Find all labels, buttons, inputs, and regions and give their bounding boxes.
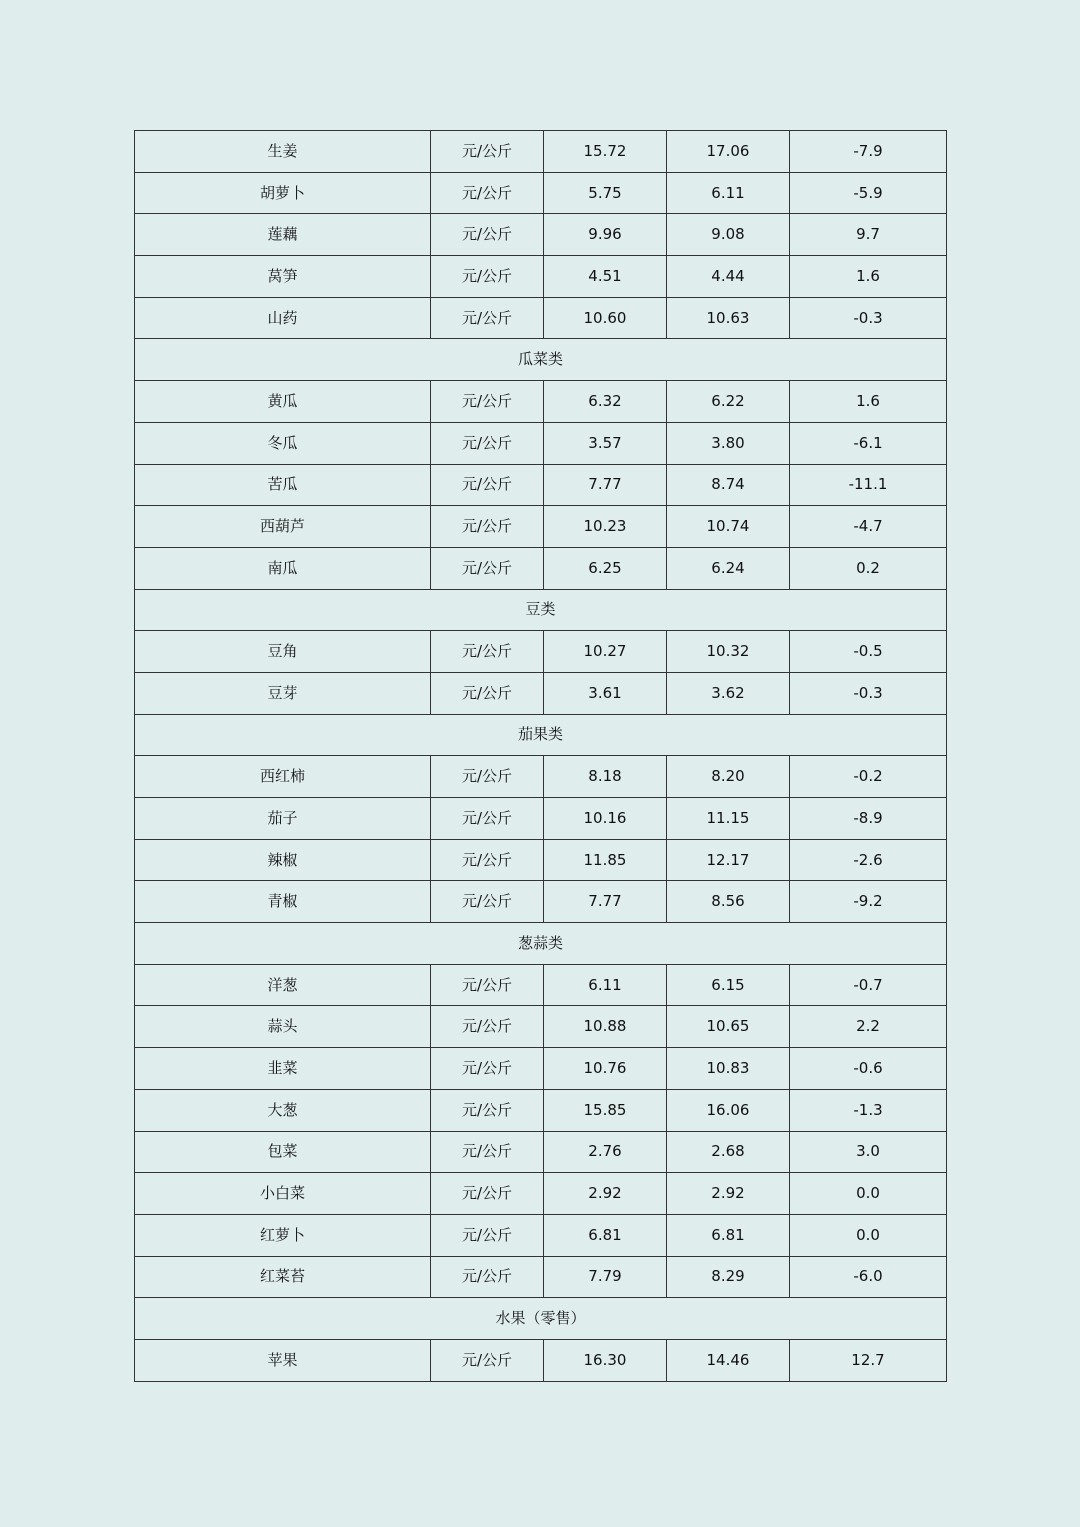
unit-cell: 元/公斤: [431, 839, 544, 881]
previous-price-cell: 10.63: [667, 297, 790, 339]
item-name-cell: 山药: [135, 297, 431, 339]
change-percent-cell: -0.2: [790, 756, 947, 798]
table-row: [135, 1173, 947, 1215]
unit-cell: 元/公斤: [431, 1256, 544, 1298]
table-row: [135, 756, 947, 798]
change-percent-cell: 9.7: [790, 214, 947, 256]
table-row: [135, 631, 947, 673]
item-name-cell: 茄子: [135, 798, 431, 840]
unit-cell: 元/公斤: [431, 1006, 544, 1048]
unit-cell: 元/公斤: [431, 1089, 544, 1131]
current-price-cell: 4.51: [544, 256, 667, 298]
item-name-cell: 大葱: [135, 1089, 431, 1131]
item-name-cell: 生姜: [135, 131, 431, 173]
unit-cell: 元/公斤: [431, 381, 544, 423]
unit-cell: 元/公斤: [431, 1131, 544, 1173]
change-percent-cell: 12.7: [790, 1339, 947, 1381]
unit-cell: 元/公斤: [431, 631, 544, 673]
change-percent-cell: -6.1: [790, 422, 947, 464]
previous-price-cell: 8.56: [667, 881, 790, 923]
table-row: [135, 506, 947, 548]
item-name-cell: 红菜苔: [135, 1256, 431, 1298]
table-row: [135, 256, 947, 298]
category-label: 豆类: [135, 589, 947, 631]
category-label: 水果（零售）: [135, 1298, 947, 1340]
previous-price-cell: 10.32: [667, 631, 790, 673]
item-name-cell: 红萝卜: [135, 1214, 431, 1256]
unit-cell: 元/公斤: [431, 547, 544, 589]
unit-cell: 元/公斤: [431, 172, 544, 214]
current-price-cell: 10.76: [544, 1048, 667, 1090]
previous-price-cell: 10.83: [667, 1048, 790, 1090]
item-name-cell: 黄瓜: [135, 381, 431, 423]
previous-price-cell: 10.65: [667, 1006, 790, 1048]
item-name-cell: 青椒: [135, 881, 431, 923]
unit-cell: 元/公斤: [431, 297, 544, 339]
change-percent-cell: -8.9: [790, 798, 947, 840]
unit-cell: 元/公斤: [431, 1048, 544, 1090]
current-price-cell: 2.92: [544, 1173, 667, 1215]
current-price-cell: 10.60: [544, 297, 667, 339]
previous-price-cell: 3.62: [667, 672, 790, 714]
unit-cell: 元/公斤: [431, 214, 544, 256]
change-percent-cell: -5.9: [790, 172, 947, 214]
current-price-cell: 6.11: [544, 964, 667, 1006]
unit-cell: 元/公斤: [431, 131, 544, 173]
table-row: [135, 547, 947, 589]
table-row: [135, 422, 947, 464]
item-name-cell: 韭菜: [135, 1048, 431, 1090]
unit-cell: 元/公斤: [431, 506, 544, 548]
previous-price-cell: 4.44: [667, 256, 790, 298]
item-name-cell: 苹果: [135, 1339, 431, 1381]
change-percent-cell: -2.6: [790, 839, 947, 881]
item-name-cell: 豆芽: [135, 672, 431, 714]
change-percent-cell: 1.6: [790, 381, 947, 423]
previous-price-cell: 8.74: [667, 464, 790, 506]
current-price-cell: 3.57: [544, 422, 667, 464]
change-percent-cell: -4.7: [790, 506, 947, 548]
table-row: [135, 1131, 947, 1173]
table-row: [135, 172, 947, 214]
item-name-cell: 莴笋: [135, 256, 431, 298]
category-label: 茄果类: [135, 714, 947, 756]
unit-cell: 元/公斤: [431, 256, 544, 298]
current-price-cell: 6.81: [544, 1214, 667, 1256]
change-percent-cell: -6.0: [790, 1256, 947, 1298]
previous-price-cell: 10.74: [667, 506, 790, 548]
item-name-cell: 冬瓜: [135, 422, 431, 464]
current-price-cell: 5.75: [544, 172, 667, 214]
change-percent-cell: -0.3: [790, 672, 947, 714]
unit-cell: 元/公斤: [431, 964, 544, 1006]
change-percent-cell: -0.6: [790, 1048, 947, 1090]
item-name-cell: 胡萝卜: [135, 172, 431, 214]
unit-cell: 元/公斤: [431, 672, 544, 714]
table-row: [135, 1006, 947, 1048]
table-row: [135, 214, 947, 256]
table-row: [135, 131, 947, 173]
change-percent-cell: -9.2: [790, 881, 947, 923]
change-percent-cell: 0.2: [790, 547, 947, 589]
change-percent-cell: 3.0: [790, 1131, 947, 1173]
item-name-cell: 南瓜: [135, 547, 431, 589]
table-row: [135, 297, 947, 339]
change-percent-cell: -11.1: [790, 464, 947, 506]
table-row: [135, 1089, 947, 1131]
current-price-cell: 16.30: [544, 1339, 667, 1381]
price-table: [134, 130, 947, 1382]
current-price-cell: 8.18: [544, 756, 667, 798]
current-price-cell: 7.77: [544, 881, 667, 923]
table-row: [135, 381, 947, 423]
table-row: [135, 798, 947, 840]
category-row: [135, 714, 947, 756]
table-row: [135, 881, 947, 923]
previous-price-cell: 6.15: [667, 964, 790, 1006]
item-name-cell: 苦瓜: [135, 464, 431, 506]
current-price-cell: 15.85: [544, 1089, 667, 1131]
previous-price-cell: 6.22: [667, 381, 790, 423]
change-percent-cell: -0.3: [790, 297, 947, 339]
table-row: [135, 1339, 947, 1381]
previous-price-cell: 14.46: [667, 1339, 790, 1381]
price-table-body: [135, 131, 947, 1382]
current-price-cell: 11.85: [544, 839, 667, 881]
category-row: [135, 339, 947, 381]
change-percent-cell: 1.6: [790, 256, 947, 298]
previous-price-cell: 16.06: [667, 1089, 790, 1131]
item-name-cell: 蒜头: [135, 1006, 431, 1048]
item-name-cell: 辣椒: [135, 839, 431, 881]
item-name-cell: 西葫芦: [135, 506, 431, 548]
previous-price-cell: 3.80: [667, 422, 790, 464]
current-price-cell: 10.23: [544, 506, 667, 548]
current-price-cell: 10.88: [544, 1006, 667, 1048]
current-price-cell: 10.27: [544, 631, 667, 673]
current-price-cell: 7.77: [544, 464, 667, 506]
current-price-cell: 7.79: [544, 1256, 667, 1298]
current-price-cell: 9.96: [544, 214, 667, 256]
previous-price-cell: 2.92: [667, 1173, 790, 1215]
item-name-cell: 小白菜: [135, 1173, 431, 1215]
previous-price-cell: 6.24: [667, 547, 790, 589]
change-percent-cell: 0.0: [790, 1214, 947, 1256]
item-name-cell: 洋葱: [135, 964, 431, 1006]
previous-price-cell: 8.20: [667, 756, 790, 798]
item-name-cell: 包菜: [135, 1131, 431, 1173]
change-percent-cell: 0.0: [790, 1173, 947, 1215]
table-row: [135, 464, 947, 506]
unit-cell: 元/公斤: [431, 422, 544, 464]
table-row: [135, 672, 947, 714]
change-percent-cell: -7.9: [790, 131, 947, 173]
unit-cell: 元/公斤: [431, 756, 544, 798]
previous-price-cell: 6.81: [667, 1214, 790, 1256]
table-row: [135, 1048, 947, 1090]
table-row: [135, 839, 947, 881]
previous-price-cell: 11.15: [667, 798, 790, 840]
change-percent-cell: -0.7: [790, 964, 947, 1006]
previous-price-cell: 2.68: [667, 1131, 790, 1173]
table-row: [135, 1214, 947, 1256]
current-price-cell: 10.16: [544, 798, 667, 840]
current-price-cell: 6.25: [544, 547, 667, 589]
category-label: 葱蒜类: [135, 923, 947, 965]
current-price-cell: 2.76: [544, 1131, 667, 1173]
current-price-cell: 15.72: [544, 131, 667, 173]
category-row: [135, 1298, 947, 1340]
change-percent-cell: -0.5: [790, 631, 947, 673]
category-row: [135, 589, 947, 631]
unit-cell: 元/公斤: [431, 464, 544, 506]
table-row: [135, 964, 947, 1006]
current-price-cell: 6.32: [544, 381, 667, 423]
unit-cell: 元/公斤: [431, 1214, 544, 1256]
category-label: 瓜菜类: [135, 339, 947, 381]
previous-price-cell: 8.29: [667, 1256, 790, 1298]
item-name-cell: 西红柿: [135, 756, 431, 798]
item-name-cell: 豆角: [135, 631, 431, 673]
unit-cell: 元/公斤: [431, 1339, 544, 1381]
unit-cell: 元/公斤: [431, 1173, 544, 1215]
unit-cell: 元/公斤: [431, 798, 544, 840]
category-row: [135, 923, 947, 965]
previous-price-cell: 17.06: [667, 131, 790, 173]
previous-price-cell: 6.11: [667, 172, 790, 214]
change-percent-cell: 2.2: [790, 1006, 947, 1048]
table-row: [135, 1256, 947, 1298]
current-price-cell: 3.61: [544, 672, 667, 714]
change-percent-cell: -1.3: [790, 1089, 947, 1131]
item-name-cell: 莲藕: [135, 214, 431, 256]
previous-price-cell: 12.17: [667, 839, 790, 881]
unit-cell: 元/公斤: [431, 881, 544, 923]
previous-price-cell: 9.08: [667, 214, 790, 256]
